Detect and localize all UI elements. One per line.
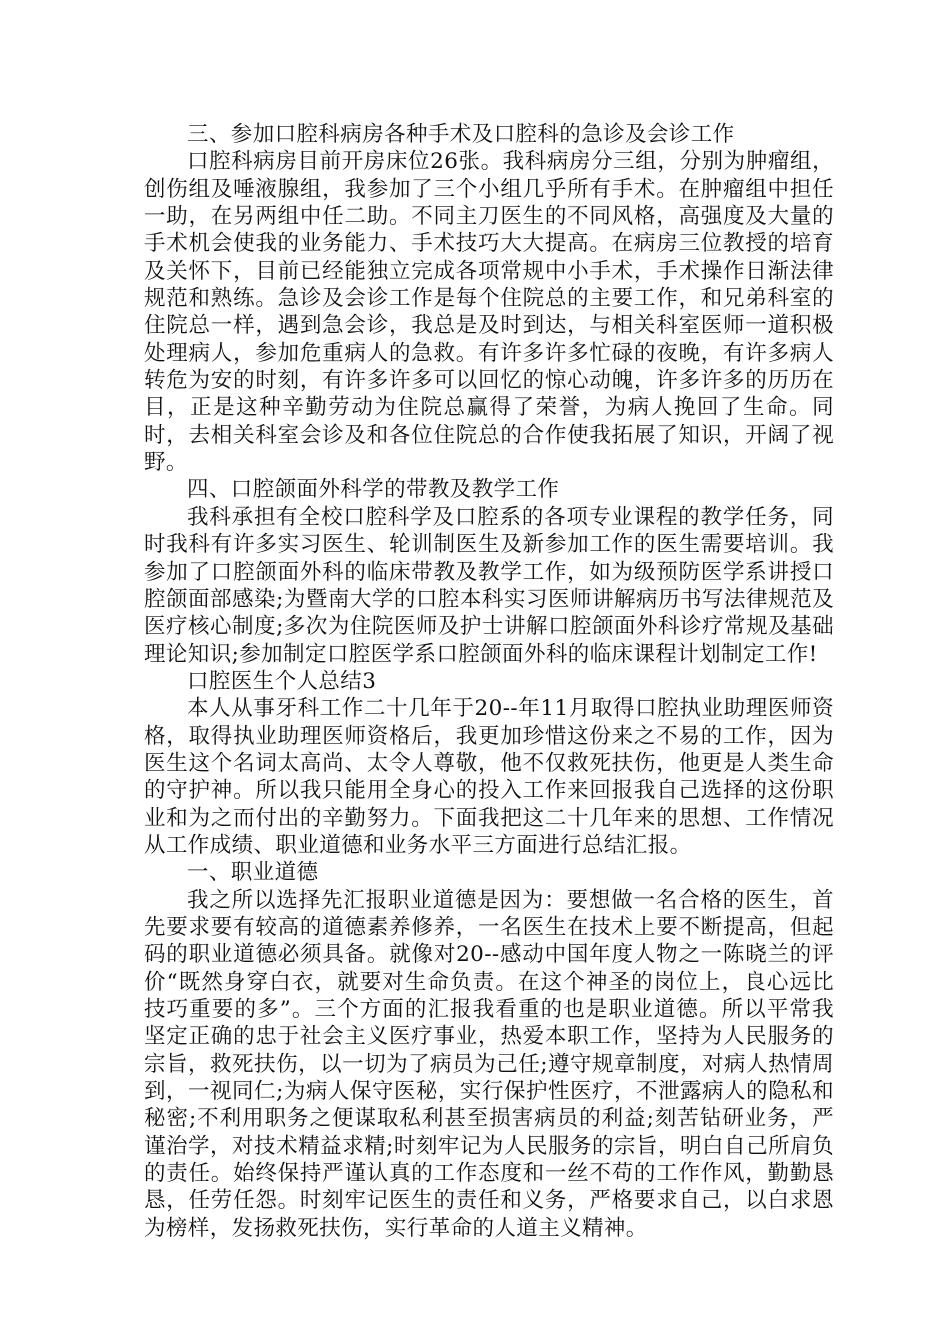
section-heading-3: 三、参加口腔科病房各种手术及口腔科的急诊及会诊工作 (187, 122, 735, 147)
section-heading-4: 四、口腔颌面外科学的带教及教学工作 (187, 477, 560, 503)
paragraph-introduction: 本人从事牙科工作二十几年于20--年11月取得口腔执业助理医师资格，取得执业助理医师资格后，我更加珍惜这份来之不易的工作，因为医生这个名词太高尚、太令人尊敬，他不仅救死扶伤，他更是人类生命的守护神。所以我只能用全身心的投入工作来回报我自己选择的这份职业和为之而付出的辛勤努力。下面我把这二十几年来的思想、工作情况从工作成绩、职业道德和业务水平三方面进行总结汇报。 (144, 696, 834, 858)
section-heading-ethics: 一、职业道德 (187, 860, 319, 886)
paragraph-ethics: 我之所以选择先汇报职业道德是因为：要想做一名合格的医生，首先要求要有较高的道德素养修养，一名医生在技术上要不断提高，但起码的职业道德必须具备。就像对20--感动中国年度人物之一陈晓兰的评价“既然身穿白衣，就要对生命负责。在这个神圣的岗位上，良心远比技巧重要的多”。三个方面的汇报我看重的也是职业道德。所以平常我坚定正确的忠于社会主义医疗事业，热爱本职工作，坚持为人民服务的宗旨，救死扶伤，以一切为了病员为己任;遵守规章制度，对病人热情周到，一视同仁;为病人保守医秘，实行保护性医疗，不泄露病人的隐私和秘密;不利用职务之便谋取私利甚至损害病员的利益;刻苦钻研业务，严谨治学，对技术精益求精;时刻牢记为人民服务的宗旨，明白自己所肩负的责任。始终保持严谨认真的工作态度和一丝不苟的工作作风，勤勤恳恳，任劳任怨。时刻牢记医生的责任和义务，严格要求自己，以白求恩为榜样，发扬救死扶伤，实行革命的人道主义精神。 (144, 887, 834, 1241)
document-body (144, 121, 834, 1242)
paragraph-ward-work: 口腔科病房目前开房床位26张。我科病房分三组，分别为肿瘤组，创伤组及唾液腺组，我参加了三个小组几乎所有手术。在肿瘤组中担任一助，在另两组中任二助。不同主刀医生的不同风格，高强度及大量的手术机会使我的业务能力、手术技巧大大提高。在病房三位教授的培育及关怀下，目前已经能独立完成各项常规中小手术，手术操作日渐法律规范和熟练。急诊及会诊工作是每个住院总的主要工作，和兄弟科室的住院总一样，遇到急会诊，我总是及时到达，与相关科室医师一道积极处理病人，参加危重病人的急救。有许多许多忙碌的夜晚，有许多病人转危为安的时刻，有许多许多可以回忆的惊心动魄，许多许多的历历在目，正是这种辛勤劳动为住院总赢得了荣誉，为病人挽回了生命。同时，去相关科室会诊及和各位住院总的合作使我拓展了知识，开阔了视野。 (144, 149, 834, 476)
document-subtitle: 口腔医生个人总结3 (187, 668, 377, 694)
paragraph-teaching-work: 我科承担有全校口腔科学及口腔系的各项专业课程的教学任务，同时我科有许多实习医生、轮训制医生及新参加工作的医生需要培训。我参加了口腔颌面外科的临床带教及教学工作，如为级预防医学系讲授口腔颌面部感染;为暨南大学的口腔本科实习医师讲解病历书写法律规范及医疗核心制度;多次为住院医师及护士讲解口腔颌面外科诊疗常规及基础理论知识;参加制定口腔医学系口腔颌面外科的临床课程计划制定工作! (144, 504, 834, 667)
